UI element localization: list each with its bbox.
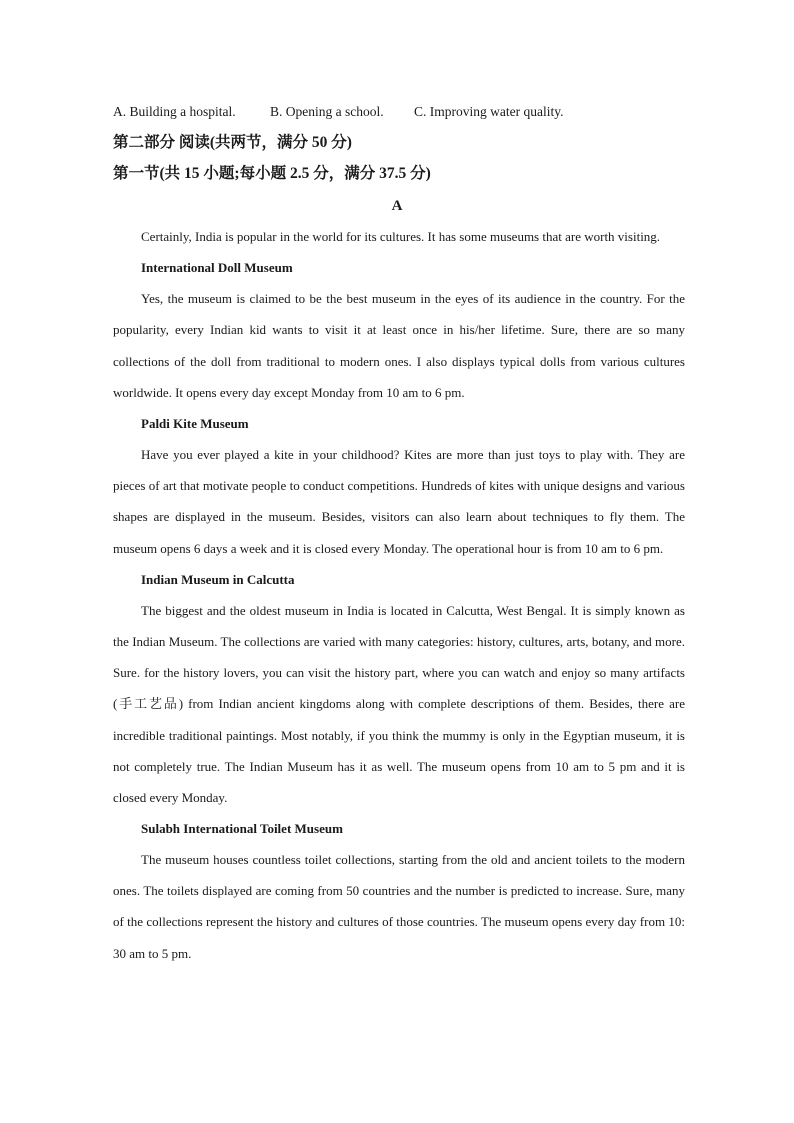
museum-title: Sulabh International Toilet Museum <box>141 820 343 836</box>
museum-description: The biggest and the oldest museum in India is located in Calcutta, West Bengal. It is simply known as the Indian Museum. The collections are varied with many categories: history, cultures, arts, botany, and more. Sure. for the history lovers, you can visit the history part, where you can watch and enjoy so many artifacts (手工艺品) from Indian ancient kingdoms along with complete descriptions of them. Besides, there are incredible traditional paintings. Most notably, if you think the mummy is only in the Egyptian museum, it is not completely true. The Indian Museum has it as well. The museum opens from 10 am to 5 pm and it is closed every Monday. <box>113 602 685 805</box>
museum-title: International Doll Museum <box>141 260 293 276</box>
part-heading: 第二部分 阅读(共两节，满分 50 分) <box>113 134 352 151</box>
section-heading: 第一节(共 15 小题;每小题 2.5 分，满分 37.5 分) <box>113 165 431 182</box>
option-c: C. Improving water quality. <box>414 104 564 119</box>
passage-body <box>113 221 685 969</box>
passage-intro: Certainly, India is popular in the world for its cultures. It has some museums that are worth visiting. <box>141 229 661 244</box>
answer-options <box>113 102 563 122</box>
museum-title: Paldi Kite Museum <box>141 415 249 431</box>
passage-label: A <box>391 198 403 214</box>
option-b: B. Opening a school. <box>270 104 384 119</box>
museum-description: The museum houses countless toilet collections, starting from the old and ancient toilets to the modern ones. The toilets displayed are coming from 50 countries and the number is predicted to increase. Sure, many of the collections represent the history and cultures of those countries. The museum opens every day from 10: 30 am to 5 pm. <box>113 852 685 961</box>
museum-title: Indian Museum in Calcutta <box>141 571 295 587</box>
museum-description: Yes, the museum is claimed to be the best museum in the eyes of its audience in the country. For the popularity, every Indian kid wants to visit it at least once in his/her lifetime. Sure, there are so many collections of the doll from traditional to modern ones. I also displays typical dolls from various cultures worldwide. It opens every day except Monday from 10 am to 6 pm. <box>113 291 685 400</box>
museum-description: Have you ever played a kite in your childhood? Kites are more than just toys to play with. They are pieces of art that motivate people to conduct competitions. Hundreds of kites with unique designs and various shapes are displayed in the museum. Besides, visitors can also learn about techniques to fly them. The museum opens 6 days a week and it is closed every Monday. The operational hour is from 10 am to 6 pm. <box>113 447 685 556</box>
option-a: A. Building a hospital. <box>113 104 236 119</box>
